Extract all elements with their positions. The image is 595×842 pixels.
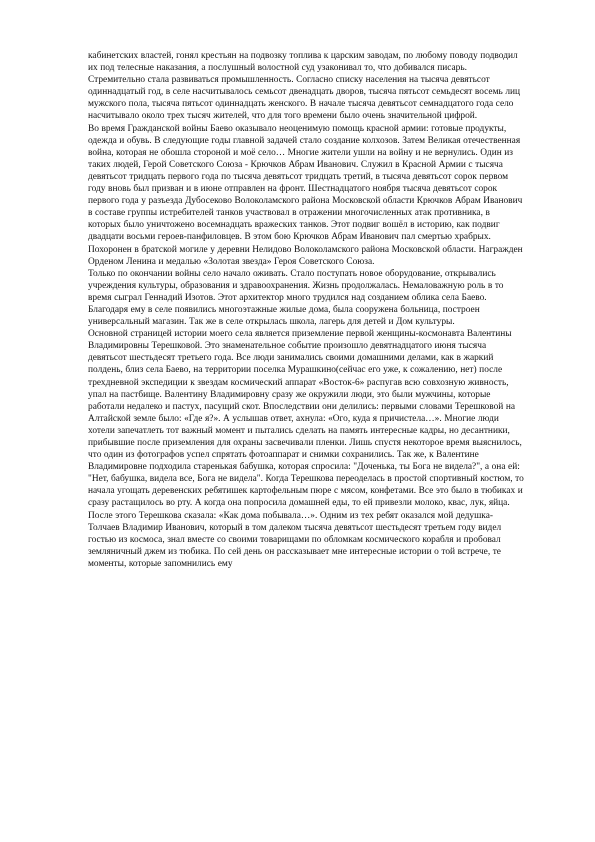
paragraph-4: Основной страницей истории моего села является приземление первой женщины-космонавта Валентины Владимировны Терешковой. Это знаменательное событие произошло девятнадцатого июня тысяча девятьсот шестьдесят третьего года. Все люди занимались своими домашними делами, как в жаркий полдень, близ села Баево, на территории поселка Мурашкино(сейчас его уже, к сожалению, нет) после трехдневной экспедиции к звездам космический аппарат «Восток-6» распугав всю совхозную живность, упал на пастбище. Валентину Владимировну сразу же окружили люди, это были мужчины, которые работали недалеко и пастух, пасущий скот. Впоследствии они делились: первыми словами Терешковой на Алтайской земле было: «Где я?». А услышав ответ, ахнула: «Ого, куда я причистела…». Многие люди хотели запечатлеть тот важный момент и пытались сделать на память интересные кадры, но десантники, прибывшие после приземления для охраны засвечивали пленки. Лишь спустя некоторое время выяснилось, что один из фотографов успел спрятать фотоаппарат и снимки сохранились. Так же, к Валентине Владимировне подходила старенькая бабушка, которая спросила: "Доченька, ты Бога не видела?", а она ей: "Нет, бабушка, видела все, Бога не видела". Когда Терешкова переоделась в простой спортивный костюм, то начала угощать деревенских ребятишек картофельным пюре с мясом, конфетами. Все это было в тюбиках и сразу растащилось во рту. А когда она попросила домашней еды, то ей привезли молоко, квас, лук, яйца. После этого Терешкова сказала: «Как дома побывала…». Одним из тех ребят оказался мой дедушка-Толчаев Владимир Иванович, который в том далеком тысяча девятьсот шестьдесят третьем году видел гостью из космоса, знал вместе со своими товарищами по обломкам космического корабля и пробовал земляничный джем из тюбика. По сей день он рассказывает мне интересные истории о той встрече, те моменты, которые запомнились ему bbox=[88, 329, 524, 569]
document-page bbox=[88, 50, 524, 570]
paragraph-3: Только по окончании войны село начало оживать. Стало поступать новое оборудование, открывались учреждения культуры, образования и здравоохранения. Жизнь продолжалась. Немаловажную роль в то время сыграл Геннадий Изотов. Этот архитектор много трудился над созданием облика села Баево. Благодаря ему в селе появились многоэтажные жилые дома, была сооружена больница, построен универсальный магазин. Так же в селе открылась школа, лагерь для детей и Дом культуры. bbox=[88, 268, 504, 328]
paragraph-1: кабинетских властей, гонял крестьян на подвозку топлива к царским заводам, по любому поводу подводил их под телесные наказания, а послушный волостной суд узаконивал то, что добивался писарь. Стремительно стала развиваться промышленность. Согласно списку населения на тысяча девятьсот одиннадцатый год, в селе насчитывалось семьсот двенадцать дворов, тысяча пятьсот семьдесят восемь лиц мужского пола, тысяча пятьсот одиннадцать женского. В начале тысяча девятьсот семнадцатого года село насчитывало около трех тысяч жителей, что для того времени было очень значительной цифрой. bbox=[88, 51, 521, 122]
paragraph-2: Во время Гражданской войны Баево оказывало неоценимую помощь красной армии: готовые продукты, одежда и обувь. В следующие годы главной задачей стало создание колхозов. Затем Великая отечественная война, которая не обошла стороной и моё село… Многие жители ушли на войну и не вернулись. Один из таких людей, Герой Советского Союза - Крючков Абрам Иванович. Служил в Красной Армии с тысяча девятьсот тридцать первого года по тысяча девятьсот тридцать третий, в тысяча девятьсот сорок первом году вновь был призван и в июне отправлен на фронт. Шестнадцатого ноября тысяча девятьсот сорок первого года у разъезда Дубосеково Волоколамского района Московской области Крючков Абрам Иванович в составе группы истребителей танков участвовал в отражении многочисленных атак противника, в которых было уничтожено восемнадцать вражеских танков. Этот подвиг вошёл в историю, как подвиг двадцати восьми героев-панфиловцев. В этом бою Крючков Абрам Иванович пал смертью храбрых. Похоронен в братской могиле у деревни Нелидово Волоколамского района Московской области. Награжден Орденом Ленина и медалью «Золотая звезда» Героя Советского Союза. bbox=[88, 123, 523, 267]
